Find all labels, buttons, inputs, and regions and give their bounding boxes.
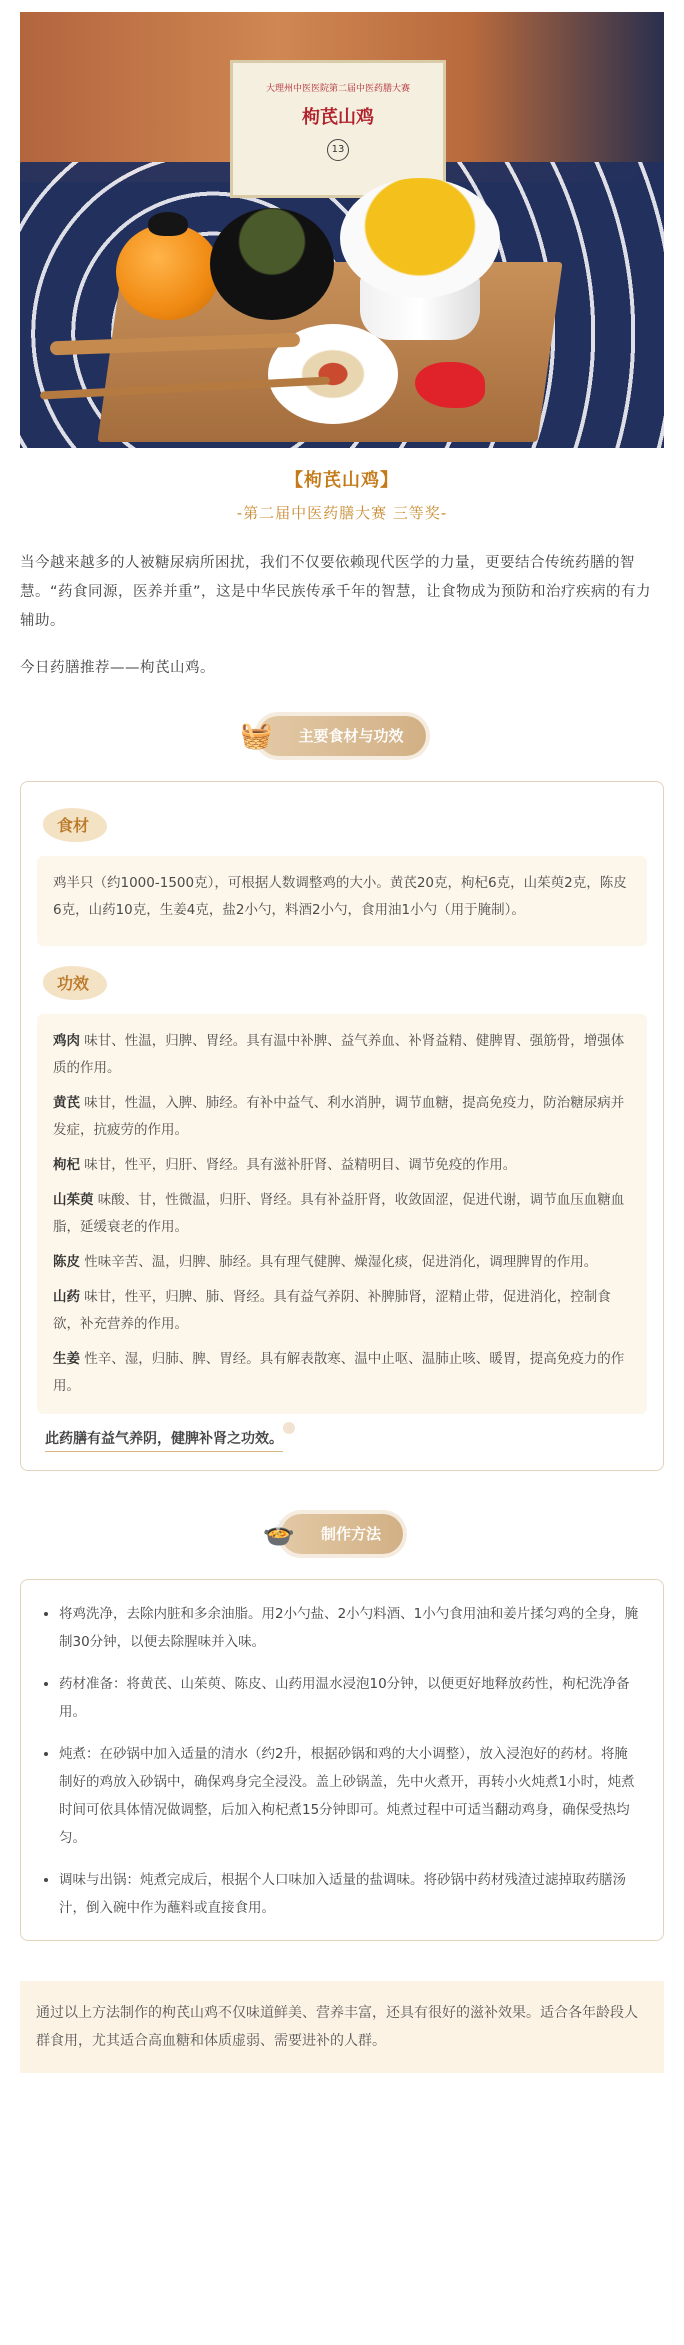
section-pill [262,1514,403,1554]
intro-paragraph-1: 当今越来越多的人被糖尿病所困扰，我们不仅要依赖现代医学的力量，更要结合传统药膳的智慧。“药食同源，医养并重”，这是中华民族传承千年的智慧，让食物成为预防和治疗疾病的有力辅助。 [20,555,652,629]
effect-name: 枸杞 [53,1157,80,1173]
effect-name: 陈皮 [53,1254,80,1270]
method-steps [37,1600,647,1922]
effect-name: 黄芪 [53,1095,80,1111]
effects-tag [51,964,89,1004]
effect-text: 性辛、湿，归肺、脾、胃经。具有解表散寒、温中止呕、温肺止咳、暖胃，提高免疫力的作用。 [53,1351,625,1394]
section-pill [240,716,425,756]
summary-text: 此药膳有益气养阴，健脾补肾之功效。 [45,1431,283,1447]
effect-text: 味甘，性温，入脾、肺经。有补中益气、利水消肿，调节血糖，提高免疫力，防治糖尿病并发症，抗疲劳的作用。 [53,1095,625,1138]
effect-text: 味甘，性平，归肝、肾经。具有滋补肝肾、益精明目、调节免疫的作用。 [84,1157,517,1173]
ingredients-text: 鸡半只（约1000-1500克），可根据人数调整鸡的大小。黄芪20克，枸杞6克，山茱萸2克，陈皮6克，山药10克，生姜4克，盐2小勺，料酒2小勺，食用油1小勺（用于腌制）。 [53,875,627,918]
method-card [20,1579,664,1941]
method-step: • 将鸡洗净，去除内脏和多余油脂。用2小勺盐、2小勺料酒、1小勺食用油和姜片揉匀鸡的全身，腌制30分钟，以便去除腥味并入味。 [59,1600,641,1656]
photo-black-pot [210,208,334,320]
closing-note: 通过以上方法制作的枸芪山鸡不仅味道鲜美、营养丰富，还具有很好的滋补效果。适合各年龄段人群食用，尤其适合高血糖和体质虚弱、需要进补的人群。 [20,1981,664,2073]
method-step: • 炖煮：在砂锅中加入适量的清水（约2升，根据砂锅和鸡的大小调整），放入浸泡好的药材。将腌制好的鸡放入砂锅中，确保鸡身完全浸没。盖上砂锅盖，先中火煮开，再转小火炖煮1小时，炖煮时间可依具体情况做调整，后加入枸杞煮15分钟即可。炖煮过程中可适当翻动鸡身，确保受热均匀。 [59,1740,641,1852]
hero-photo [20,12,664,448]
effect-name: 山药 [53,1289,80,1305]
effect-text: 味甘，性平，归脾、肺、肾经。具有益气养阴、补脾肺肾，涩精止带，促进消化，控制食欲，补充营养的作用。 [53,1289,611,1332]
photo-soup-bowl [340,178,500,298]
effect-name: 鸡肉 [53,1033,80,1049]
method-step: • 调味与出锅：炖煮完成后，根据个人口味加入适量的盐调味。将砂锅中药材残渣过滤掉取药膳汤汁，倒入碗中作为蘸料或直接食用。 [59,1866,641,1922]
effect-item [53,1152,631,1179]
page-subtitle: -第二届中医药膳大赛 三等奖- [236,504,448,522]
sign-line2: 枸芪山鸡 [302,107,374,128]
article [0,12,684,2073]
intro-paragraph-2: 今日药膳推荐——枸芪山鸡。 [20,660,215,676]
effect-item [53,1284,631,1338]
effect-name: 山茱萸 [53,1192,94,1208]
sign-number: 13 [327,139,349,161]
tag-label: 功效 [57,974,90,993]
effect-item [53,1249,631,1276]
section-title: 主要食材与功效 [298,727,404,745]
section-header-ingredients [0,713,684,759]
sign-line1: 大理州中医医院第二届中医药膳大赛 [265,84,410,94]
effect-item [53,1090,631,1144]
method-step: • 药材准备：将黄芪、山茱萸、陈皮、山药用温水浸泡10分钟，以便更好地释放药性，枸杞洗净备用。 [59,1670,641,1726]
effects-summary [45,1428,283,1452]
summary-dot [283,1422,295,1434]
effect-text: 味甘、性温，归脾、胃经。具有温中补脾、益气养血、补肾益精、健脾胃、强筋骨，增强体质的作用。 [53,1033,625,1076]
effect-item [53,1187,631,1241]
effect-text: 味酸、甘，性微温，归肝、肾经。具有补益肝肾，收敛固涩，促进代谢，调节血压血糖血脂，延缓衰老的作用。 [53,1192,625,1235]
section-header-method [0,1511,684,1557]
effect-item [53,1346,631,1400]
ingredients-tag [51,806,89,846]
page-title: 【枸芪山鸡】 [285,470,399,491]
effect-item [53,1028,631,1082]
intro-text [20,549,664,683]
ingredients-box [37,856,647,946]
effects-box [37,1014,647,1414]
ingredients-card [20,781,664,1471]
effect-text: 性味辛苦、温，归脾、肺经。具有理气健脾、燥湿化痰，促进消化，调理脾胃的作用。 [84,1254,598,1270]
photo-pot-lid [148,212,188,236]
tag-label: 食材 [57,816,90,835]
basket-icon: 🧺 [240,721,273,751]
photo-orange-pot [116,224,220,320]
cooking-pot-icon: 🍲 [262,1519,296,1549]
effect-name: 生姜 [53,1351,80,1367]
section-title: 制作方法 [320,1525,381,1543]
